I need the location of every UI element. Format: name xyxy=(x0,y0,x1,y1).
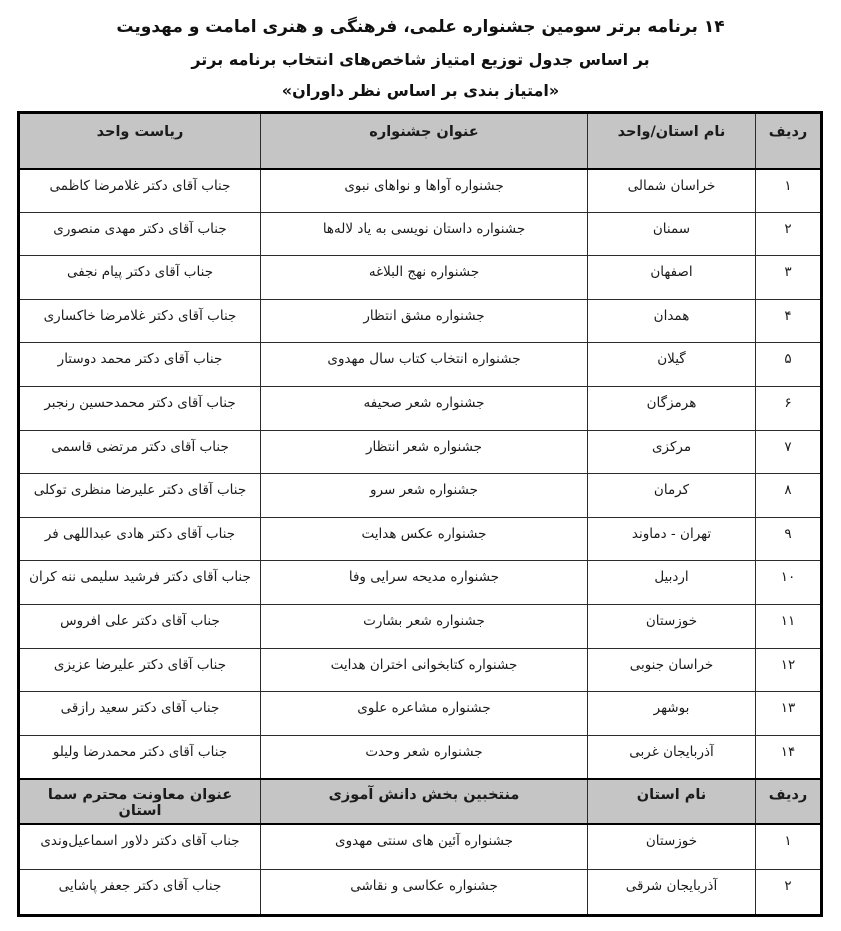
table-row-s2-1 xyxy=(19,824,822,870)
row-head: جناب آقای دکتر محمد دوستار xyxy=(19,343,261,387)
table-row-5 xyxy=(19,343,822,387)
row-index: ۲ xyxy=(756,870,822,916)
row-province: آذربایجان غربی xyxy=(588,735,756,779)
row-festival: جشنواره داستان نویسی به یاد لاله‌ها xyxy=(261,212,588,256)
table-row-12 xyxy=(19,648,822,692)
table-row-10 xyxy=(19,561,822,605)
table-row-9 xyxy=(19,517,822,561)
table-row-4 xyxy=(19,299,822,343)
row-province: مرکزی xyxy=(588,430,756,474)
row-province: خراسان جنوبی xyxy=(588,648,756,692)
row-festival: جشنواره آئین های سنتی مهدوی xyxy=(261,824,588,870)
row-index: ۳ xyxy=(756,256,822,300)
table-row-14 xyxy=(19,735,822,779)
row-head: جناب آقای دکتر فرشید سلیمی ننه کران xyxy=(19,561,261,605)
section2-header-index: ردیف xyxy=(756,779,822,824)
table-row-7 xyxy=(19,430,822,474)
row-index: ۱۰ xyxy=(756,561,822,605)
row-index: ۱۲ xyxy=(756,648,822,692)
section2-header-festival: منتخبین بخش دانش آموزی xyxy=(261,779,588,824)
row-head: جناب آقای دکتر پیام نجفی xyxy=(19,256,261,300)
row-head: جناب آقای دکتر جعفر پاشایی xyxy=(19,870,261,916)
document-title-line2: بر اساس جدول توزیع امتیاز شاخص‌های انتخاب برنامه برتر xyxy=(191,50,650,69)
row-festival: جشنواره آواها و نواهای نبوی xyxy=(261,169,588,213)
row-head: جناب آقای دکتر مهدی منصوری xyxy=(19,212,261,256)
row-index: ۵ xyxy=(756,343,822,387)
row-festival: جشنواره مشق انتظار xyxy=(261,299,588,343)
table-row-1 xyxy=(19,169,822,213)
row-festival: جشنواره انتخاب کتاب سال مهدوی xyxy=(261,343,588,387)
festival-table xyxy=(17,111,823,917)
row-festival: جشنواره مدیحه سرایی وفا xyxy=(261,561,588,605)
row-festival: جشنواره مشاعره علوی xyxy=(261,692,588,736)
row-province: اصفهان xyxy=(588,256,756,300)
row-festival: جشنواره شعر صحیفه xyxy=(261,386,588,430)
row-index: ۱ xyxy=(756,824,822,870)
row-province: خراسان شمالی xyxy=(588,169,756,213)
section1-header-province: نام استان/واحد xyxy=(588,113,756,169)
row-province: بوشهر xyxy=(588,692,756,736)
row-head: جناب آقای دکتر غلامرضا کاظمی xyxy=(19,169,261,213)
section1-header-festival: عنوان جشنواره xyxy=(261,113,588,169)
row-index: ۶ xyxy=(756,386,822,430)
table-row-11 xyxy=(19,604,822,648)
section1-header-index: ردیف xyxy=(756,113,822,169)
table-row-13 xyxy=(19,692,822,736)
row-festival: جشنواره عکس هدایت xyxy=(261,517,588,561)
row-province: گیلان xyxy=(588,343,756,387)
row-index: ۷ xyxy=(756,430,822,474)
section2-header-head: عنوان معاونت محترم سما استان xyxy=(19,779,261,824)
row-index: ۱۱ xyxy=(756,604,822,648)
row-index: ۱۴ xyxy=(756,735,822,779)
row-province: همدان xyxy=(588,299,756,343)
table-row-6 xyxy=(19,386,822,430)
row-head: جناب آقای دکتر غلامرضا خاکساری xyxy=(19,299,261,343)
row-province: خوزستان xyxy=(588,824,756,870)
row-head: جناب آقای دکتر علیرضا عزیزی xyxy=(19,648,261,692)
row-province: سمنان xyxy=(588,212,756,256)
row-index: ۹ xyxy=(756,517,822,561)
row-head: جناب آقای دکتر هادی عبداللهی فر xyxy=(19,517,261,561)
section1-header-head: ریاست واحد xyxy=(19,113,261,169)
table-row-2 xyxy=(19,212,822,256)
row-head: جناب آقای دکتر علی افروس xyxy=(19,604,261,648)
row-index: ۱ xyxy=(756,169,822,213)
row-province: اردبیل xyxy=(588,561,756,605)
section2-header-province: نام استان xyxy=(588,779,756,824)
table-row-8 xyxy=(19,474,822,518)
row-festival: جشنواره شعر انتظار xyxy=(261,430,588,474)
row-province: کرمان xyxy=(588,474,756,518)
section1-header-row xyxy=(19,113,822,169)
row-province: هرمزگان xyxy=(588,386,756,430)
row-head: جناب آقای دکتر سعید رازقی xyxy=(19,692,261,736)
row-festival: جشنواره نهج البلاغه xyxy=(261,256,588,300)
row-head: جناب آقای دکتر دلاور اسماعیل‌وندی xyxy=(19,824,261,870)
row-head: جناب آقای دکتر مرتضی قاسمی xyxy=(19,430,261,474)
row-index: ۴ xyxy=(756,299,822,343)
row-index: ۱۳ xyxy=(756,692,822,736)
row-festival: جشنواره شعر وحدت xyxy=(261,735,588,779)
row-festival: جشنواره شعر سرو xyxy=(261,474,588,518)
row-head: جناب آقای دکتر محمدرضا ولیلو xyxy=(19,735,261,779)
row-province: خوزستان xyxy=(588,604,756,648)
row-index: ۸ xyxy=(756,474,822,518)
table-row-s2-2 xyxy=(19,870,822,916)
row-province: تهران - دماوند xyxy=(588,517,756,561)
row-head: جناب آقای دکتر علیرضا منظری توکلی xyxy=(19,474,261,518)
row-festival: جشنواره شعر بشارت xyxy=(261,604,588,648)
document-title-block xyxy=(18,16,823,102)
row-index: ۲ xyxy=(756,212,822,256)
row-province: آذربایجان شرقی xyxy=(588,870,756,916)
row-head: جناب آقای دکتر محمدحسین رنجبر xyxy=(19,386,261,430)
row-festival: جشنواره کتابخوانی اختران هدایت xyxy=(261,648,588,692)
row-festival: جشنواره عکاسی و نقاشی xyxy=(261,870,588,916)
section2-header-row xyxy=(19,779,822,824)
document-title-line3: «امتیاز بندی بر اساس نظر داوران» xyxy=(281,81,560,100)
document-title-line1: ۱۴ برنامه برتر سومین جشنواره علمی، فرهنگی و هنری امامت و مهدویت xyxy=(116,17,725,37)
table-row-3 xyxy=(19,256,822,300)
